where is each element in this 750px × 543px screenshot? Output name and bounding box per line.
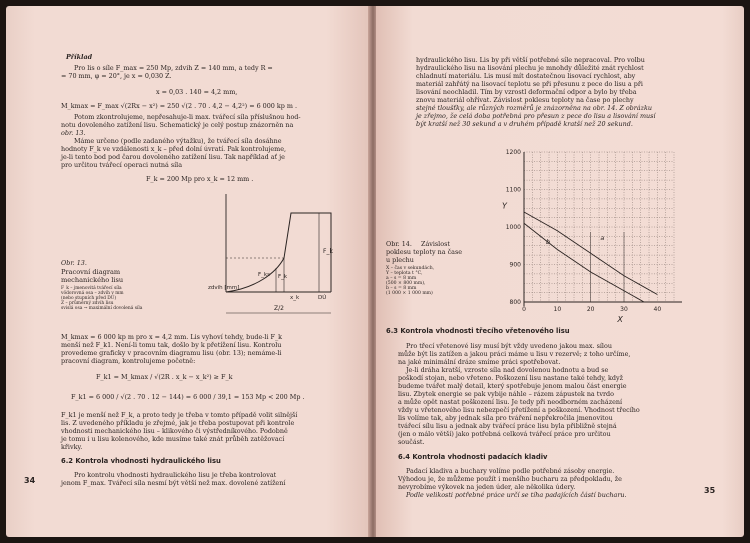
text-line: (jen o málo větší) jako potřebná celková tvářecí práce pro určitou bbox=[398, 430, 611, 438]
text-line: chladnutí materiálu. Lis musí mít dostatečnou lisovací rychlost, aby bbox=[416, 72, 636, 80]
text-line: notu dovoleného zatížení lisu. Schematický je celý postup znázorněn na bbox=[61, 121, 294, 129]
text-line: menší než F_k1. Není-li tomu tak, došlo by k přetížení lisu. Kontrolu bbox=[61, 341, 282, 349]
figure-title: mechanického lisu bbox=[61, 276, 124, 284]
text-line: lisování neochladil. Tím by vzrostl deformační odpor a bylo by třeba bbox=[416, 88, 637, 96]
label-du: DÚ bbox=[318, 295, 327, 301]
text-line: Máme určeno (podle zadaného výtažku), že tvářecí síla dosáhne bbox=[74, 137, 282, 145]
y-tick-label: 900 bbox=[509, 261, 521, 269]
x-axis-label: X bbox=[617, 315, 623, 324]
figure-legend: svislá osa → maximální dovolená síla bbox=[61, 306, 143, 311]
y-tick-label: 1000 bbox=[505, 224, 521, 231]
x-tick-label: 30 bbox=[620, 306, 628, 313]
x-tick-label: 0 bbox=[522, 306, 526, 313]
text-line: je-li tento bod pod čarou dovoleného zatížení lisu. Tak například ať je bbox=[61, 153, 285, 161]
figure-legend: (nebo stupních před DÚ) bbox=[61, 296, 117, 301]
figure-title: Pracovní diagram bbox=[61, 268, 121, 276]
equation: M_kmax = F_max √(2Rx − x²) = 250 √(2 . 70 . 4,2 − 4,2²) = 6 000 kp m . bbox=[61, 102, 298, 110]
text-line: stejné tloušťky, ale různých rozměrů je znázorněna na obr. 14. Z obrázku bbox=[416, 104, 652, 112]
series-label-a: a bbox=[600, 234, 605, 243]
text-line: pracovní diagram, kontrolujeme početně: bbox=[61, 357, 196, 365]
page-number: 34 bbox=[24, 476, 36, 485]
text-line: tvářecí sílu lisu a jednak aby tvářecí práce lisu byla přibližně stejná bbox=[398, 422, 617, 430]
series-line-b bbox=[524, 223, 644, 302]
text-line: znovu materiál ohřívat. Závislost poklesu teploty na čase po plechy bbox=[416, 96, 634, 104]
chart-legend: a – s = 8 mm bbox=[386, 276, 417, 281]
text-line: hydraulického lisu. Lis by při větší potřebné síle nepracoval. Pro volbu bbox=[416, 56, 645, 64]
y-axis-label: Y bbox=[502, 201, 507, 211]
text-line: je tomu i u lisu kolenového, kde musíme také znát průběh zatěžovací bbox=[61, 435, 285, 443]
chart-legend: b – s = 8 mm bbox=[386, 286, 417, 291]
left-page bbox=[6, 6, 370, 537]
text-line: budeme tvářet malý detail, který spotřebuje jenom malou část energie bbox=[398, 382, 627, 390]
figure-legend: vodorovná osa – zdvih v mm bbox=[61, 291, 124, 296]
text-line: Podle velikosti potřebné práce určí se tíha padajících částí bucharu. bbox=[406, 491, 627, 499]
chart-legend: Y – teplota t °C, bbox=[386, 271, 423, 276]
chart-grid bbox=[524, 152, 674, 302]
text-line: Pro lis o síle F_max = 250 Mp, zdvih Z = 140 mm, a tedy R = bbox=[74, 64, 273, 72]
text-line: hydraulického lisu na lisování plechu je mnohdy důležité znát rychlost bbox=[416, 64, 644, 72]
figure-legend: F_k – jmenovitá tvářecí síla bbox=[61, 286, 122, 291]
text-line: lisu. Zbytek energie se pak vybije náhle – rázem zápustek na tvrdo bbox=[398, 390, 614, 398]
equation: x = 0,03 . 140 = 4,2 mm, bbox=[156, 88, 238, 96]
y-tick-label: 1100 bbox=[505, 186, 521, 194]
text-line: křivky. bbox=[61, 443, 83, 451]
text-line: lis. Z uvedeného příkladu je zřejmé, jak je třeba postupovat při kontrole bbox=[61, 419, 295, 427]
chart-title: poklesu teploty na čase bbox=[386, 248, 463, 256]
chart-title: Závislost bbox=[421, 240, 450, 248]
chart-ticks bbox=[506, 149, 682, 313]
right-page bbox=[376, 6, 744, 537]
text-line: Je-li dráha kratší, vzroste síla nad dovolenou hodnotu a bud se bbox=[406, 366, 609, 374]
equation: F_k = 200 Mp pro x_k = 12 mm . bbox=[146, 175, 254, 183]
text-line: poškodí stojan, nebo vřeteno. Poškození lisu nastane také tehdy, když bbox=[398, 374, 623, 382]
text-line: může být lis zatížen a jakou práci máme u lisu v rezervě; z toho určíme, bbox=[398, 350, 631, 358]
text-line: součást. bbox=[398, 438, 425, 446]
book-spread bbox=[6, 6, 744, 537]
page-number: 35 bbox=[704, 486, 716, 495]
text-line: obr. 13. bbox=[61, 129, 86, 137]
text-line: jenom F_max. Tvářecí síla nesmí být větší než max. dovolené zatížení bbox=[61, 479, 286, 487]
text-line: Pro kontrolu vhodnosti hydraulického lisu je třeba kontrolovat bbox=[74, 471, 277, 479]
y-tick-label: 1200 bbox=[505, 149, 521, 156]
text-line: Výhodou je, že můžeme použít i menšího bucharu za předpokladu, že bbox=[398, 475, 622, 483]
chart-title: u plechu bbox=[386, 256, 414, 264]
text-line: = 70 mm, φ = 20°, je x = 0,030 Z. bbox=[61, 72, 172, 80]
text-line: na jaké minimální dráze smíme práci spotřebovat. bbox=[398, 358, 561, 366]
section-heading: 6.3 Kontrola vhodnosti třecího vřetenového lisu bbox=[386, 327, 570, 335]
text-line: materiál zahřátý na lisovací teplotu se při přesunu z pece do lisu a při bbox=[416, 80, 643, 88]
y-tick-label: 800 bbox=[509, 299, 521, 306]
figure-label: Obr. 13. bbox=[61, 259, 87, 267]
x-tick-label: 20 bbox=[586, 306, 595, 313]
work-diagram-figure bbox=[206, 188, 356, 328]
example-heading: Příklad bbox=[66, 53, 93, 61]
x-tick-label: 10 bbox=[553, 306, 562, 313]
text-line: lis volíme tak, aby jednak síla pro tváření nepřekročila jmenovitou bbox=[398, 414, 613, 422]
section-heading: 6.4 Kontrola vhodnosti padacích kladiv bbox=[398, 453, 548, 461]
label-fk: F_k bbox=[323, 248, 333, 255]
text-line: provedeme graficky v pracovním diagramu lisu (obr. 13); nemáme-li bbox=[61, 349, 282, 357]
text-line: pro určitou tvářecí operaci nutná síla bbox=[61, 161, 183, 169]
equation: F_k1 = M_kmax / √(2R . x_k − x_k²) ≥ F_k bbox=[96, 373, 233, 381]
temperature-chart bbox=[494, 144, 694, 324]
text-line: vhodnosti mechanického lisu – klikového či výstředníkového. Podobně bbox=[61, 427, 288, 435]
x-tick-label: 40 bbox=[653, 306, 662, 313]
text-line: hodnoty F_k ve vzdálenosti x_k – před dolní úvratí. Pak kontrolujeme, bbox=[61, 145, 287, 153]
chart-legend: X – čas v sekundách, bbox=[386, 266, 435, 271]
chart-legend: (1 000 × 1 000 mm) bbox=[386, 291, 433, 296]
label-z2: Z/2 bbox=[274, 305, 284, 312]
text-line: nevyrobíme výkovek na jeden úder, ale několika údery. bbox=[398, 483, 576, 491]
section-heading: 6.2 Kontrola vhodnosti hydraulického lisu bbox=[61, 457, 221, 465]
chart-label: Obr. 14. bbox=[386, 240, 412, 248]
text-line: F_k1 je menší než F_k, a proto tedy je třeba v tomto případě volit silnější bbox=[61, 411, 298, 419]
text-line: Pro třecí vřetenové lisy musí být vždy uvedeno jakou max. sílou bbox=[406, 342, 612, 350]
text-line: vždy u vřetenového lisu nebezpečí přetížení a poškození. Vhodnost třecího bbox=[398, 406, 640, 414]
label-zdvih: zdvih [mm] bbox=[208, 285, 240, 291]
label-fks: F_ks bbox=[258, 272, 270, 278]
text-line: je zřejmo, že celá doba potřebná pro přesun z pece do lisu a lisování musí bbox=[416, 112, 656, 120]
series-label-b: b bbox=[546, 237, 551, 246]
label-xk: x_k bbox=[290, 295, 300, 301]
text-line: M_kmax = 6 000 kp m pro x = 4,2 mm. Lis vyhoví tehdy, bude-li F_k bbox=[61, 333, 283, 341]
text-line: a může opět nastat poškození lisu. Je tedy při neodborném zacházení bbox=[398, 398, 623, 406]
equation: F_k1 = 6 000 / √(2 . 70 . 12 − 144) = 6 000 / 39,1 = 153 Mp < 200 Mp . bbox=[71, 393, 305, 401]
label-fk2: F_k bbox=[278, 274, 288, 280]
text-line: Potom zkontrolujeme, nepřesahuje-li max. tvářecí síla příslušnou hod- bbox=[74, 113, 301, 121]
text-line: Padací kladiva a buchary volíme podle potřebné zásoby energie. bbox=[406, 467, 615, 475]
chart-legend: (500 × 800 mm), bbox=[386, 281, 426, 286]
figure-legend: Z – průměrný zdvih lisu bbox=[61, 301, 114, 306]
text-line: být kratší než 30 sekund a v druhém případě kratší než 20 sekund. bbox=[416, 120, 633, 128]
